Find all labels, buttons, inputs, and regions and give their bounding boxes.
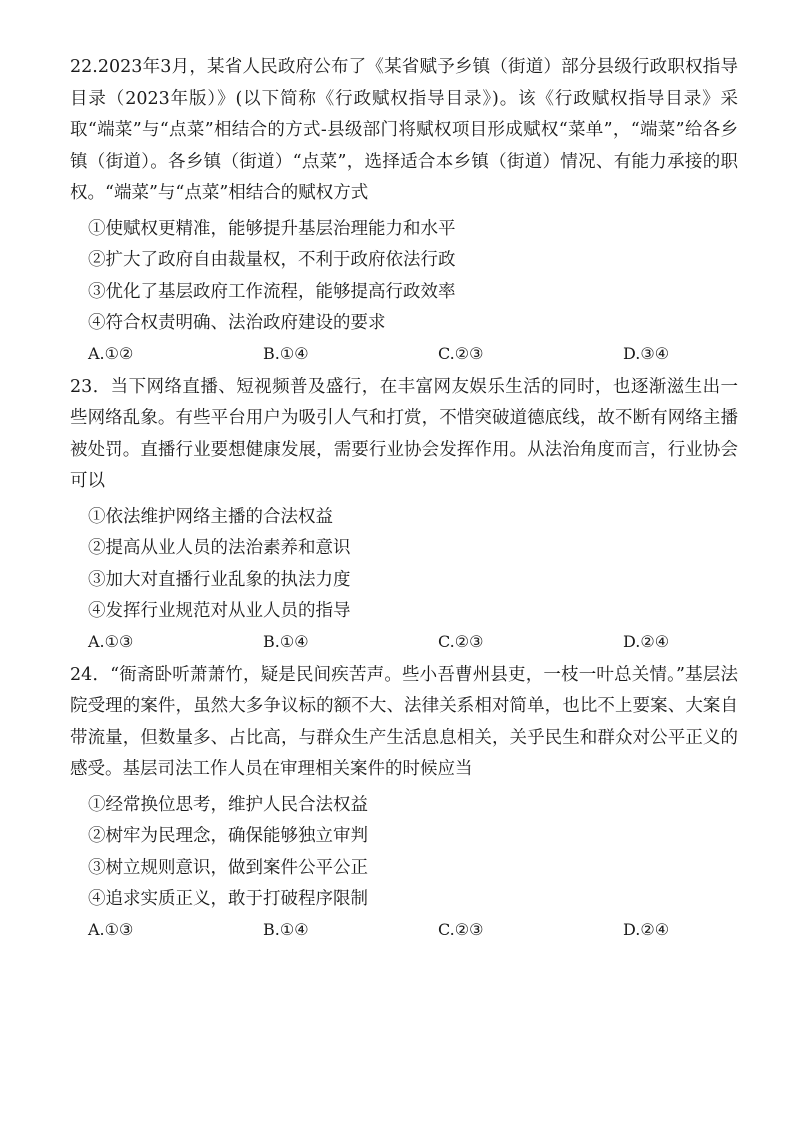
statement-1: ①经常换位思考，维护人民合法权益 [88, 794, 368, 815]
statement-list [70, 790, 738, 916]
statement-3: ③加大对直播行业乱象的执法力度 [88, 569, 351, 590]
question-24 [70, 660, 738, 942]
statement-2: ②扩大了政府自由裁量权，不利于政府依法行政 [88, 250, 456, 270]
answer-d: D.③④ [623, 343, 670, 363]
statement-list [70, 502, 738, 628]
statement-2: ②提高从业人员的法治素养和意识 [88, 538, 351, 558]
question-22 [70, 52, 738, 366]
statement-2: ②树牢为民理念，确保能够独立审判 [88, 826, 368, 846]
question-stem: 22.2023年3月，某省人民政府公布了《某省赋予乡镇（街道）部分县级行政职权指导目录（2023年版）》(以下简称《行政赋权指导目录》)。该《行政赋权指导目录》采取“端菜”与“点菜”相结合的方式-县级部门将赋权项目形成赋权“菜单”，“端菜”给各乡镇（街道）。各乡镇（街道）“点菜”，选择适合本乡镇（街道）情况、有能力承接的职权。“端菜”与“点菜”相结合的赋权方式 [70, 57, 738, 203]
statement-list [70, 214, 738, 340]
answer-c: C.②③ [438, 631, 484, 651]
answer-c: C.②③ [438, 343, 484, 363]
answer-a: A.①② [88, 343, 134, 363]
answer-choices [88, 918, 738, 942]
question-stem: 24．“衙斋卧听萧萧竹，疑是民间疾苦声。些小吾曹州县吏，一枝一叶总关情。”基层法院受理的案件，虽然大多争议标的额不大、法律关系相对简单，也比不上要案、大案自带流量，但数量多、占比高，与群众生产生活息息相关，关乎民生和群众对公平正义的感受。基层司法工作人员在审理相关案件的时候应当 [70, 664, 738, 779]
statement-1: ①使赋权更精准，能够提升基层治理能力和水平 [88, 218, 456, 239]
answer-b: B.①④ [263, 919, 309, 939]
question-stem: 23．当下网络直播、短视频普及盛行，在丰富网友娱乐生活的同时，也逐渐滋生出一些网络乱象。有些平台用户为吸引人气和打赏，不惜突破道德底线，故不断有网络主播被处罚。直播行业要想健康发展，需要行业协会发挥作用。从法治角度而言，行业协会可以 [70, 376, 738, 491]
question-23 [70, 372, 738, 654]
answer-a: A.①③ [88, 631, 134, 651]
answer-choices [88, 630, 738, 654]
statement-4: ④追求实质正义，敢于打破程序限制 [88, 889, 368, 909]
answer-d: D.②④ [623, 631, 670, 651]
answer-d: D.②④ [623, 919, 670, 939]
statement-1: ①依法维护网络主播的合法权益 [88, 506, 333, 527]
answer-choices [88, 342, 738, 366]
answer-a: A.①③ [88, 919, 134, 939]
statement-4: ④发挥行业规范对从业人员的指导 [88, 601, 351, 621]
answer-b: B.①④ [263, 343, 309, 363]
statement-3: ③树立规则意识，做到案件公平公正 [88, 857, 368, 878]
answer-c: C.②③ [438, 919, 484, 939]
answer-b: B.①④ [263, 631, 309, 651]
statement-3: ③优化了基层政府工作流程，能够提高行政效率 [88, 281, 456, 302]
statement-4: ④符合权责明确、法治政府建设的要求 [88, 313, 386, 333]
exam-page [70, 52, 738, 948]
